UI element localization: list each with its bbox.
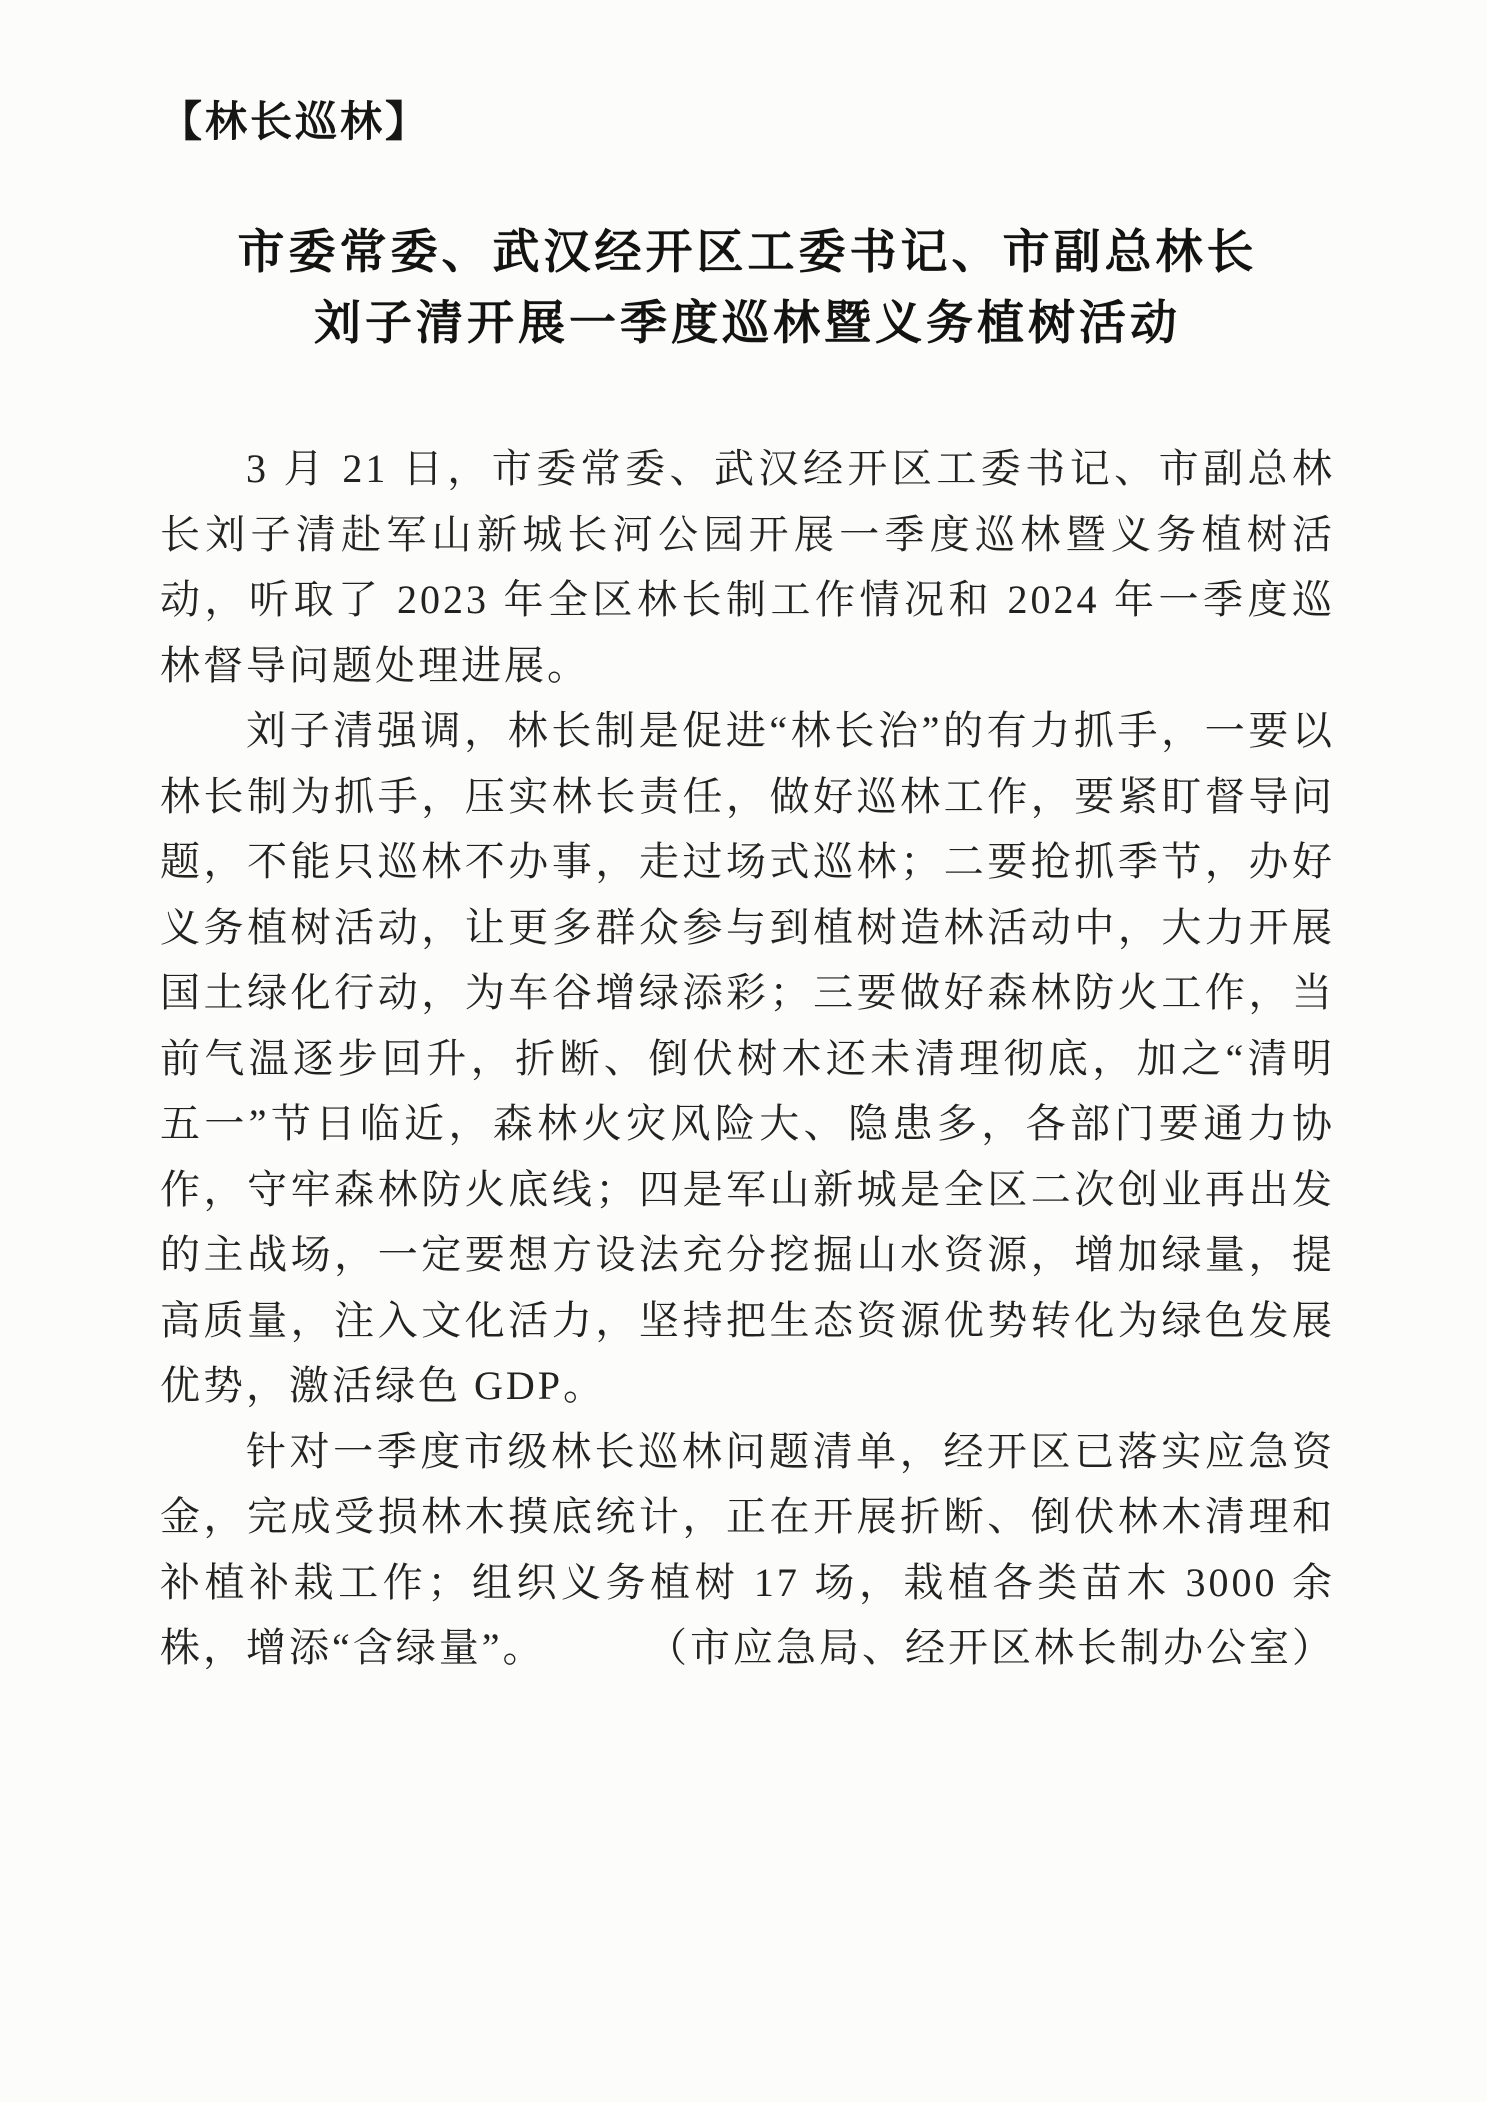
document-title: [160, 218, 1335, 360]
section-tag: 【林长巡林】: [160, 100, 431, 146]
paragraph-3-text: 针对一季度市级林长巡林问题清单，经开区已落实应急资金，完成受损林木摸底统计，正在开展折断、倒伏林木清理和补植补栽工作；组织义务植树 17 场，栽植各类苗木 3000 余株，增添“含绿量”。: [160, 1428, 1335, 1670]
paragraph-1: 3 月 21 日，市委常委、武汉经开区工委书记、市副总林长刘子清赴军山新城长河公园开展一季度巡林暨义务植树活动，听取了 2023 年全区林长制工作情况和 2024 年一季度巡林督导问题处理进展。: [160, 446, 1335, 688]
attribution: （市应急局、经开区林长制办公室）: [647, 1625, 1335, 1670]
title-line-1: 市委常委、武汉经开区工委书记、市副总林长: [237, 227, 1258, 279]
document-body: [160, 436, 1335, 1681]
paragraph-2: 刘子清强调，林长制是促进“林长治”的有力抓手，一要以林长制为抓手，压实林长责任，做好巡林工作，要紧盯督导问题，不能只巡林不办事，走过场式巡林；二要抢抓季节，办好义务植树活动，让更多群众参与到植树造林活动中，大力开展国土绿化行动，为车谷增绿添彩；三要做好森林防火工作，当前气温逐步回升，折断、倒伏树木还未清理彻底，加之“清明五一”节日临近，森林火灾风险大、隐患多，各部门要通力协作，守牢森林防火底线；四是军山新城是全区二次创业再出发的主战场，一定要想方设法充分挖掘山水资源，增加绿量，提高质量，注入文化活力，坚持把生态资源优势转化为绿色发展优势，激活绿色 GDP。: [160, 708, 1335, 1408]
paragraph-3: [160, 1419, 1335, 1681]
title-line-2: 刘子清开展一季度巡林暨义务植树活动: [314, 298, 1181, 350]
